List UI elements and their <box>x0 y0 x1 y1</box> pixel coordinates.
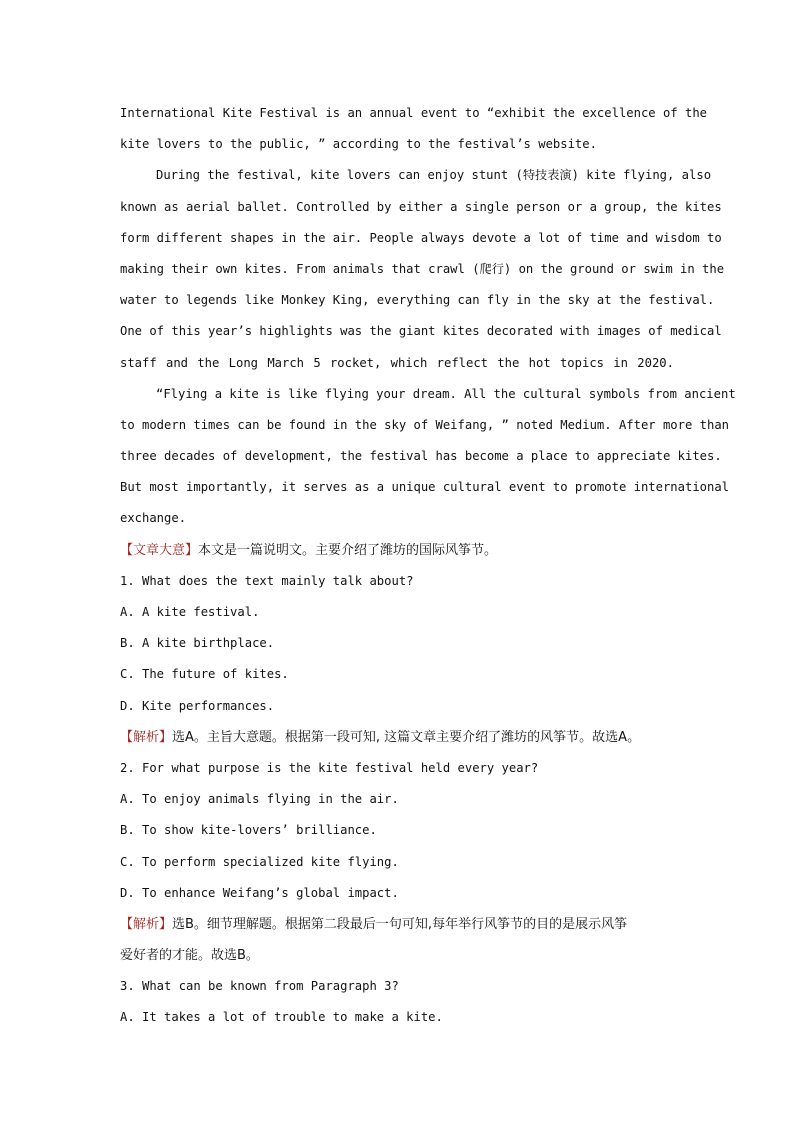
passage-line: making their own kites. From animals that crawl (爬行) on the ground or swim in the <box>120 261 725 276</box>
passage <box>120 98 736 535</box>
summary-tag: 【文章大意】 <box>120 542 199 558</box>
summary-line <box>120 535 674 566</box>
analysis-line: 爱好者的才能。故选B。 <box>120 948 259 964</box>
passage-line: form different shapes in the air. People always devote a lot of time and wisdom to <box>120 230 722 245</box>
question-stem: 3. What can be known from Paragraph 3? <box>120 979 399 994</box>
passage-line: But most importantly, it serves as a unique cultural event to promote international <box>120 480 730 495</box>
option-a: A. A kite festival. <box>120 605 260 619</box>
option-d: D. Kite performances. <box>120 698 275 713</box>
question-2 <box>120 753 674 971</box>
question-stem: 2. For what purpose is the kite festival held every year? <box>120 760 539 775</box>
passage-line: water to legends like Monkey King, everything can fly in the sky at the festival. <box>120 293 715 308</box>
passage-line: During the festival, kite lovers can enjoy stunt (特技表演) kite flying, also <box>156 168 712 183</box>
question-1 <box>120 566 674 753</box>
question-3 <box>120 971 674 1033</box>
option-a: A. To enjoy animals flying in the air. <box>120 792 399 807</box>
analysis-text: 选B。细节理解题。根据第二段最后一句可知,每年举行风筝节的目的是展示风筝 <box>172 916 628 932</box>
passage-line: staff and the Long March 5 rocket, which reflect the hot topics in 2020. <box>120 355 674 370</box>
passage-line: exchange. <box>120 511 187 526</box>
passage-line: to modern times can be found in the sky of Weifang, ” noted Medium. After more than <box>120 417 730 432</box>
option-c: C. The future of kites. <box>120 667 289 682</box>
passage-line: One of this year’s highlights was the giant kites decorated with images of medical <box>120 324 722 339</box>
analysis-line <box>120 909 674 940</box>
analysis-line <box>120 722 674 753</box>
analysis-text: 选A。主旨大意题。根据第一段可知, 这篇文章主要介绍了潍坊的风筝节。故选A。 <box>172 729 641 745</box>
passage-line: kite lovers to the public, ” according to the festival’s website. <box>120 137 597 152</box>
passage-line: known as aerial ballet. Controlled by either a single person or a group, the kites <box>120 199 722 214</box>
passage-line: “Flying a kite is like flying your dream. All the cultural symbols from ancient <box>156 386 736 401</box>
passage-line: three decades of development, the festival has become a place to appreciate kites. <box>120 449 722 464</box>
content-column <box>120 98 736 1034</box>
option-d: D. To enhance Weifang’s global impact. <box>120 885 399 900</box>
passage-line: International Kite Festival is an annual event to “exhibit the excellence of the <box>120 106 707 120</box>
analysis-tag: 【解析】 <box>120 729 173 745</box>
summary-text: 本文是一篇说明文。主要介绍了潍坊的国际风筝节。 <box>198 542 498 558</box>
option-b: B. To show kite-lovers’ brilliance. <box>120 823 377 838</box>
question-stem: 1. What does the text mainly talk about? <box>120 573 414 588</box>
option-b: B. A kite birthplace. <box>120 636 275 651</box>
analysis-tag: 【解析】 <box>120 916 173 932</box>
option-c: C. To perform specialized kite flying. <box>120 854 399 869</box>
option-a: A. It takes a lot of trouble to make a kite. <box>120 1010 443 1025</box>
